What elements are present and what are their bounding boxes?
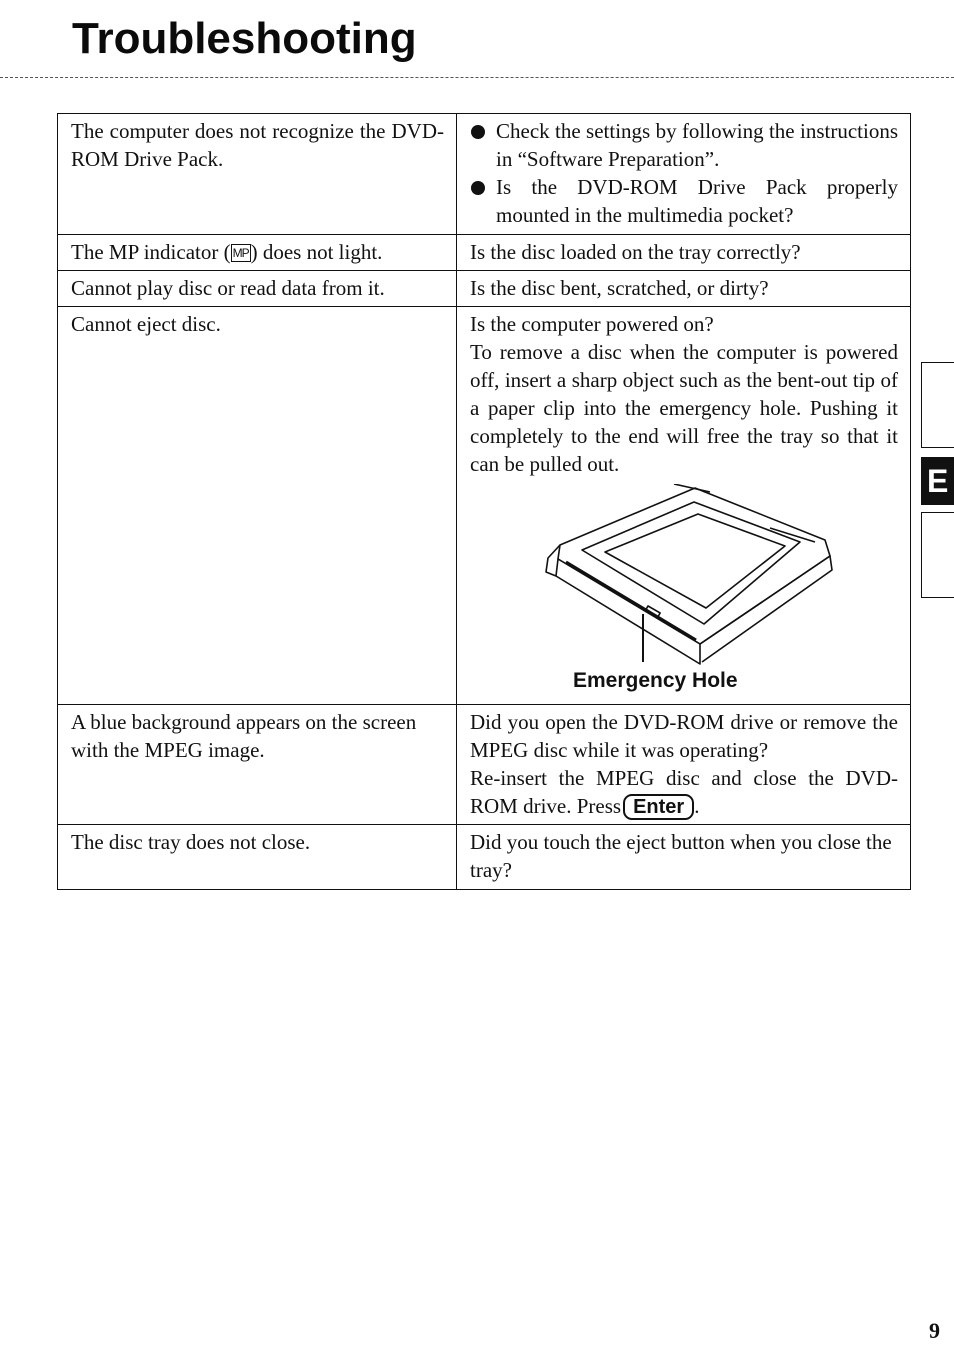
mp-indicator-icon: MP bbox=[232, 246, 249, 260]
problem-cell: The disc tray does not close. bbox=[58, 825, 457, 890]
solution-cell: Did you touch the eject button when you close the tray? bbox=[457, 825, 911, 890]
dvd-drive-illustration bbox=[470, 484, 898, 700]
page-title: Troubleshooting bbox=[72, 14, 417, 63]
solution-text: Check the settings by following the instructions in “Software Preparation”. bbox=[496, 119, 898, 171]
solution-text bbox=[470, 764, 898, 820]
problem-text: The MP indicator ( bbox=[71, 240, 231, 264]
solution-cell: Is the disc loaded on the tray correctly? bbox=[457, 235, 911, 271]
section-tab-box bbox=[921, 512, 954, 598]
section-tab-e: E bbox=[921, 457, 954, 505]
problem-cell: Cannot play disc or read data from it. bbox=[58, 271, 457, 307]
solution-cell bbox=[457, 307, 911, 705]
problem-cell bbox=[58, 235, 457, 271]
solution-text: Re-insert the MPEG disc and close the DVD-ROM drive. Press bbox=[470, 766, 898, 818]
title-divider bbox=[0, 77, 954, 78]
list-item bbox=[469, 173, 898, 229]
page-number: 9 bbox=[929, 1318, 940, 1343]
table-row bbox=[58, 705, 911, 825]
solution-text: . bbox=[694, 794, 700, 818]
problem-cell: A blue background appears on the screen with the MPEG image. bbox=[58, 705, 457, 825]
solution-cell bbox=[457, 705, 911, 825]
list-item bbox=[469, 117, 898, 173]
section-tab-box bbox=[921, 362, 954, 448]
solution-cell: Is the disc bent, scratched, or dirty? bbox=[457, 271, 911, 307]
figure-caption: Emergency Hole bbox=[573, 669, 738, 692]
table-row bbox=[58, 307, 911, 705]
solution-text: Is the DVD-ROM Drive Pack properly mounted in the multimedia pocket? bbox=[496, 175, 898, 227]
problem-text: ) does not light. bbox=[250, 240, 383, 264]
table-row bbox=[58, 235, 911, 271]
problem-cell: Cannot eject disc. bbox=[58, 307, 457, 705]
table-row bbox=[58, 825, 911, 890]
table-row bbox=[58, 271, 911, 307]
solution-text: To remove a disc when the computer is powered off, insert a sharp object such as the bent-out tip of a paper clip into the emergency hole. Pushing it completely to the end will free the tray so that it can be pulled out. bbox=[470, 340, 898, 476]
problem-cell: The computer does not recognize the DVD-ROM Drive Pack. bbox=[58, 114, 457, 235]
bullet-icon bbox=[471, 125, 485, 139]
solution-text: Did you open the DVD-ROM drive or remove the MPEG disc while it was operating? bbox=[470, 710, 898, 762]
solution-cell bbox=[457, 114, 911, 235]
table-row bbox=[58, 114, 911, 235]
troubleshooting-table bbox=[57, 113, 911, 890]
bullet-icon bbox=[471, 181, 485, 195]
solution-text: Is the computer powered on? bbox=[470, 312, 714, 336]
enter-key-icon: Enter bbox=[623, 794, 694, 820]
